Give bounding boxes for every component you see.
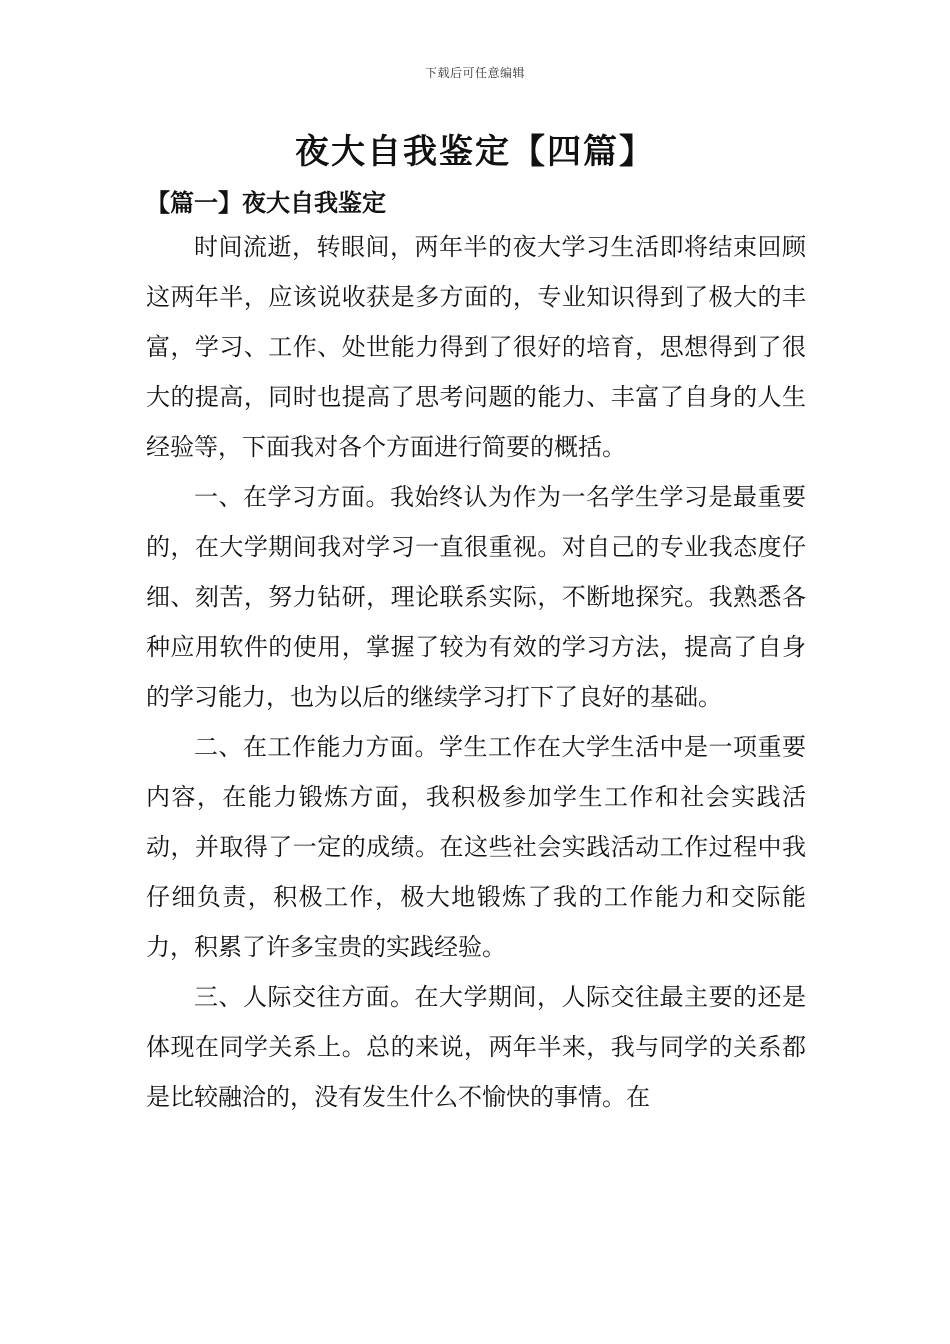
paragraph-intro: 时间流逝，转眼间，两年半的夜大学习生活即将结束回顾这两年半，应该说收获是多方面的，专业知识得到了极大的丰富，学习、工作、处世能力得到了很好的培育，思想得到了很大的提高，同时也提高了思考问题的能力、丰富了自身的人生经验等，下面我对各个方面进行简要的概括。 [146,233,806,461]
section-heading: 【篇一】夜大自我鉴定 [146,188,386,217]
document-title: 夜大自我鉴定【四篇】 [295,132,655,172]
page-header-note: 下载后可任意编辑 [424,66,525,80]
paragraph-study: 一、在学习方面。我始终认为作为一名学生学习是最重要的，在大学期间我对学习一直很重视。对自己的专业我态度仔细、刻苦，努力钻研，理论联系实际，不断地探究。我熟悉各种应用软件的使用，掌握了较为有效的学习方法，提高了自身的学习能力，也为以后的继续学习打下了良好的基础。 [146,483,806,711]
paragraph-interpersonal: 三、人际交往方面。在大学期间，人际交往最主要的还是体现在同学关系上。总的来说，两年半来，我与同学的关系都是比较融洽的，没有发生什么不愉快的事情。在 [146,983,806,1111]
document-body [146,222,806,1122]
paragraph-work-ability: 二、在工作能力方面。学生工作在大学生活中是一项重要内容，在能力锻炼方面，我积极参加学生工作和社会实践活动，并取得了一定的成绩。在这些社会实践活动工作过程中我仔细负责，积极工作，极大地锻炼了我的工作能力和交际能力，积累了许多宝贵的实践经验。 [146,733,806,961]
